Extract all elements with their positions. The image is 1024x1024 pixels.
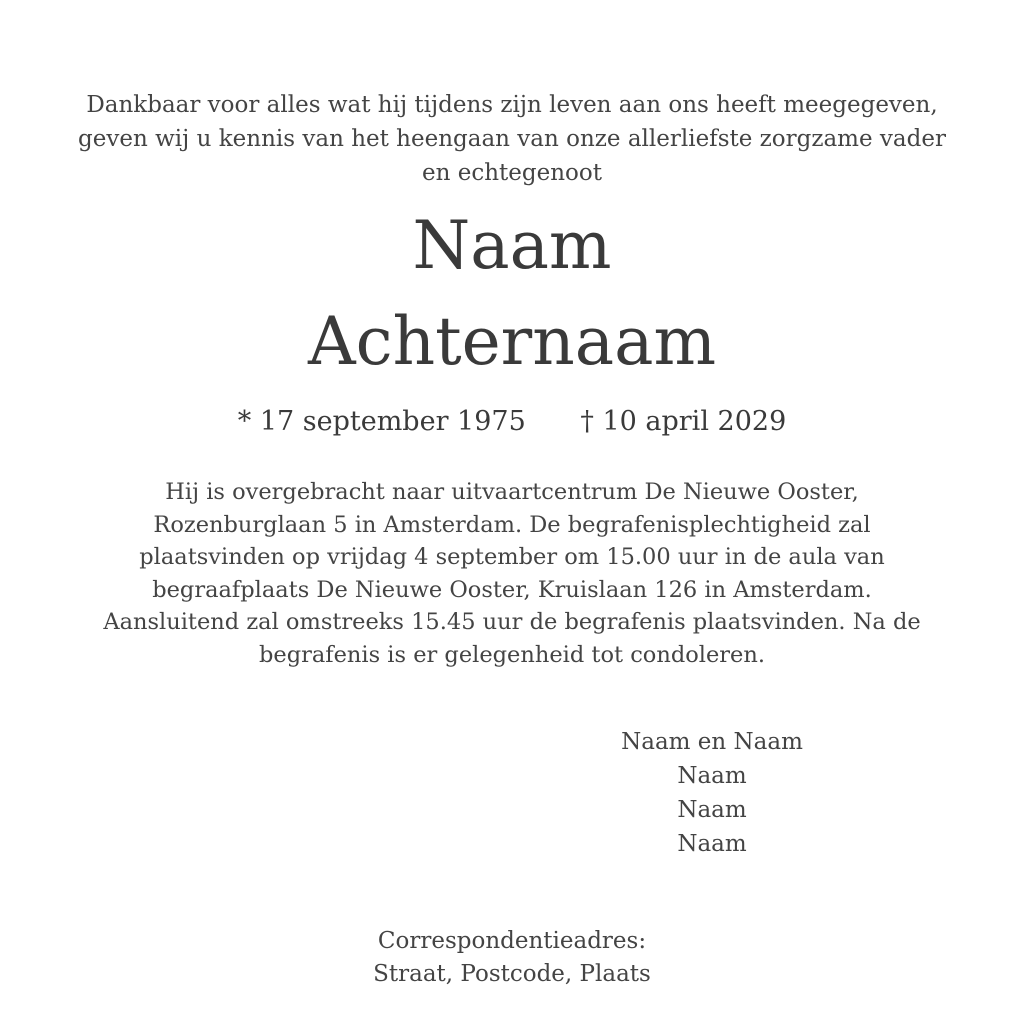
deceased-last-name: Achternaam [307,303,717,380]
intro-text [40,88,984,190]
signature-name: Naam [677,831,747,857]
intro-line: geven wij u kennis van het heengaan van onze allerliefste zorgzame vader [78,126,946,152]
intro-line: en echtegenoot [422,160,602,186]
details-line: begrafenis is er gelegenheid tot condoleren. [258,641,766,668]
details-line: Rozenburglaan 5 in Amsterdam. De begrafenisplechtigheid zal [153,511,871,538]
signature-name: Naam en Naam [621,729,803,755]
signatures [602,725,822,861]
correspondence-address [312,925,712,991]
correspondence-label: Correspondentieadres: [377,928,647,954]
intro-line: Dankbaar voor alles wat hij tijdens zijn leven aan ons heeft meegegeven, [86,92,938,118]
deceased-first-name: Naam [412,207,612,284]
funeral-details [60,476,964,672]
details-line: plaatsvinden op vrijdag 4 september om 15.00 uur in de aula van [139,544,885,571]
death-date: † 10 april 2029 [580,406,787,437]
details-line: begraafplaats De Nieuwe Ooster, Kruislaan 126 in Amsterdam. [152,576,872,603]
details-line: Aansluitend zal omstreeks 15.45 uur de begrafenis plaatsvinden. Na de [103,609,921,636]
details-line: Hij is overgebracht naar uitvaartcentrum De Nieuwe Ooster, [165,479,859,505]
life-dates [0,402,1024,442]
signature-name: Naam [677,763,747,789]
correspondence-value: Straat, Postcode, Plaats [373,961,651,987]
signature-name: Naam [677,797,747,823]
birth-date: * 17 september 1975 [237,406,526,437]
